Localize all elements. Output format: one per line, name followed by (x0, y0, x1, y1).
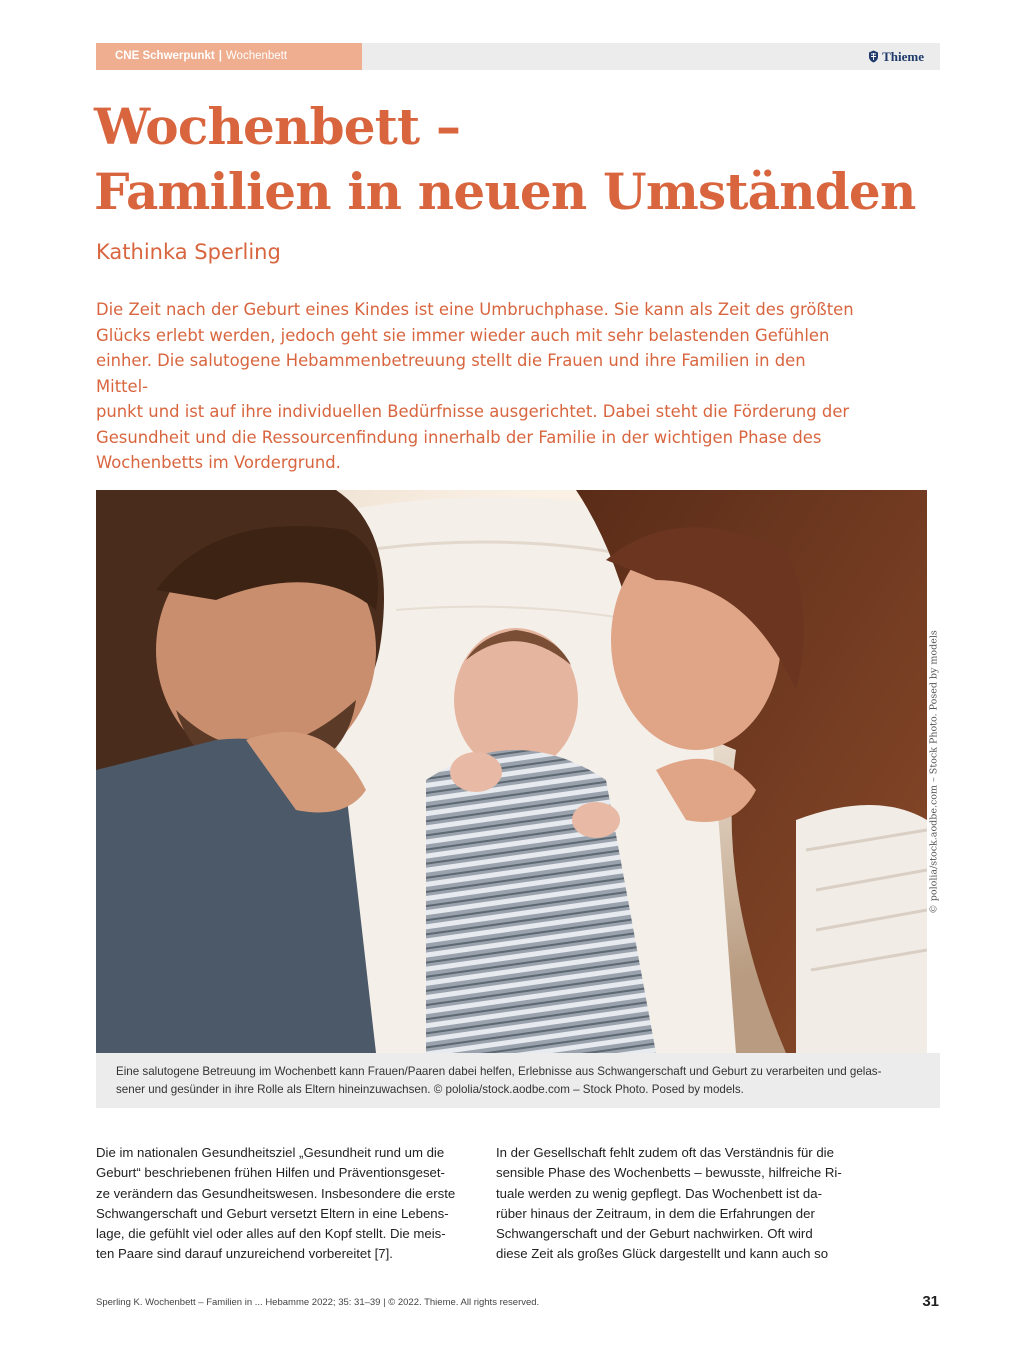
body-line: tuale werden zu wenig gepflegt. Das Wochenbett ist da- (496, 1185, 822, 1201)
article-title (94, 94, 954, 224)
section-topic: Wochenbett (225, 50, 288, 62)
abstract-line: Glücks erlebt werden, jedoch geht sie immer wieder auch mit sehr belastenden Gefühlen (96, 325, 830, 345)
photo-credit (927, 490, 940, 1053)
body-line: Geburt“ beschriebenen frühen Hilfen und Präventionsgeset- (96, 1165, 445, 1181)
publisher-logo (868, 43, 924, 70)
section-separator: | (218, 50, 222, 62)
body-line: rüber hinaus der Zeitraum, in dem die Erfahrungen der (496, 1205, 815, 1221)
abstract-line: punkt und ist auf ihre individuellen Bedürfnisse ausgerichtet. Dabei steht die Förderung der (96, 402, 850, 421)
caption-line: Eine salutogene Betreuung im Wochenbett kann Frauen/Paaren dabei helfen, Erlebnisse aus Schwangerschaft und Geburt zu verarbeiten und gelas- (116, 1065, 882, 1078)
caption-line: sener und gesünder in ihre Rolle als Eltern hineinzuwachsen. © pololia/stock.aodbe.com – Stock Photo. Posed by models. (116, 1082, 744, 1096)
running-header (96, 43, 940, 70)
abstract-line: Wochenbetts im Vordergrund. (96, 453, 341, 472)
figure-caption (96, 1053, 940, 1108)
title-line-2: Familien in neuen Umständen (94, 162, 916, 221)
article-author: Kathinka Sperling (96, 240, 281, 264)
body-line: lage, die gefühlt viel oder alles auf den Kopf stellt. Die meis- (96, 1226, 446, 1242)
body-line: diese Zeit als großes Glück dargestellt und kann auch so (496, 1246, 829, 1262)
page-number: 31 (922, 1293, 939, 1310)
body-line: ze verändern das Gesundheitswesen. Insbesondere die erste (96, 1185, 456, 1201)
publisher-name: Thieme (882, 49, 924, 64)
article-photo (96, 490, 927, 1053)
section-name: CNE Schwerpunkt (115, 50, 215, 62)
thieme-emblem-icon (868, 50, 879, 63)
article-abstract (96, 297, 856, 476)
abstract-line: Gesundheit und die Ressourcenfindung innerhalb der Familie in der wichtigen Phase des (96, 427, 822, 447)
body-line: In der Gesellschaft fehlt zudem oft das Verständnis für die (496, 1145, 834, 1160)
abstract-line: einher. Die salutogene Hebammenbetreuung stellt die Frauen und ihre Familien in den Mittel- (96, 351, 806, 396)
title-line-1: Wochenbett – (94, 97, 461, 156)
photo-credit-text: © pololia/stock.aodbe.com – Stock Photo. Posed by models (928, 630, 939, 914)
body-column-right (496, 1143, 856, 1265)
body-column-left (96, 1143, 456, 1265)
body-line: Schwangerschaft und Geburt versetzt Eltern in eine Lebens- (96, 1205, 449, 1221)
body-line: sensible Phase des Wochenbetts – bewusste, hilfreiche Ri- (496, 1165, 842, 1181)
abstract-line: Die Zeit nach der Geburt eines Kindes ist eine Umbruchphase. Sie kann als Zeit des größten (96, 300, 854, 319)
body-line: Die im nationalen Gesundheitsziel „Gesundheit rund um die (96, 1145, 445, 1160)
body-line: ten Paare sind darauf unzureichend vorbereitet [7]. (96, 1246, 393, 1262)
family-photo-illustration (96, 490, 927, 1053)
body-line: Schwangerschaft und der Geburt nachwirken. Oft wird (496, 1226, 813, 1242)
footer-citation: Sperling K. Wochenbett – Familien in ... Hebamme 2022; 35: 31–39 | © 2022. Thieme. All rights reserved. (96, 1297, 540, 1308)
section-tag (96, 43, 362, 70)
